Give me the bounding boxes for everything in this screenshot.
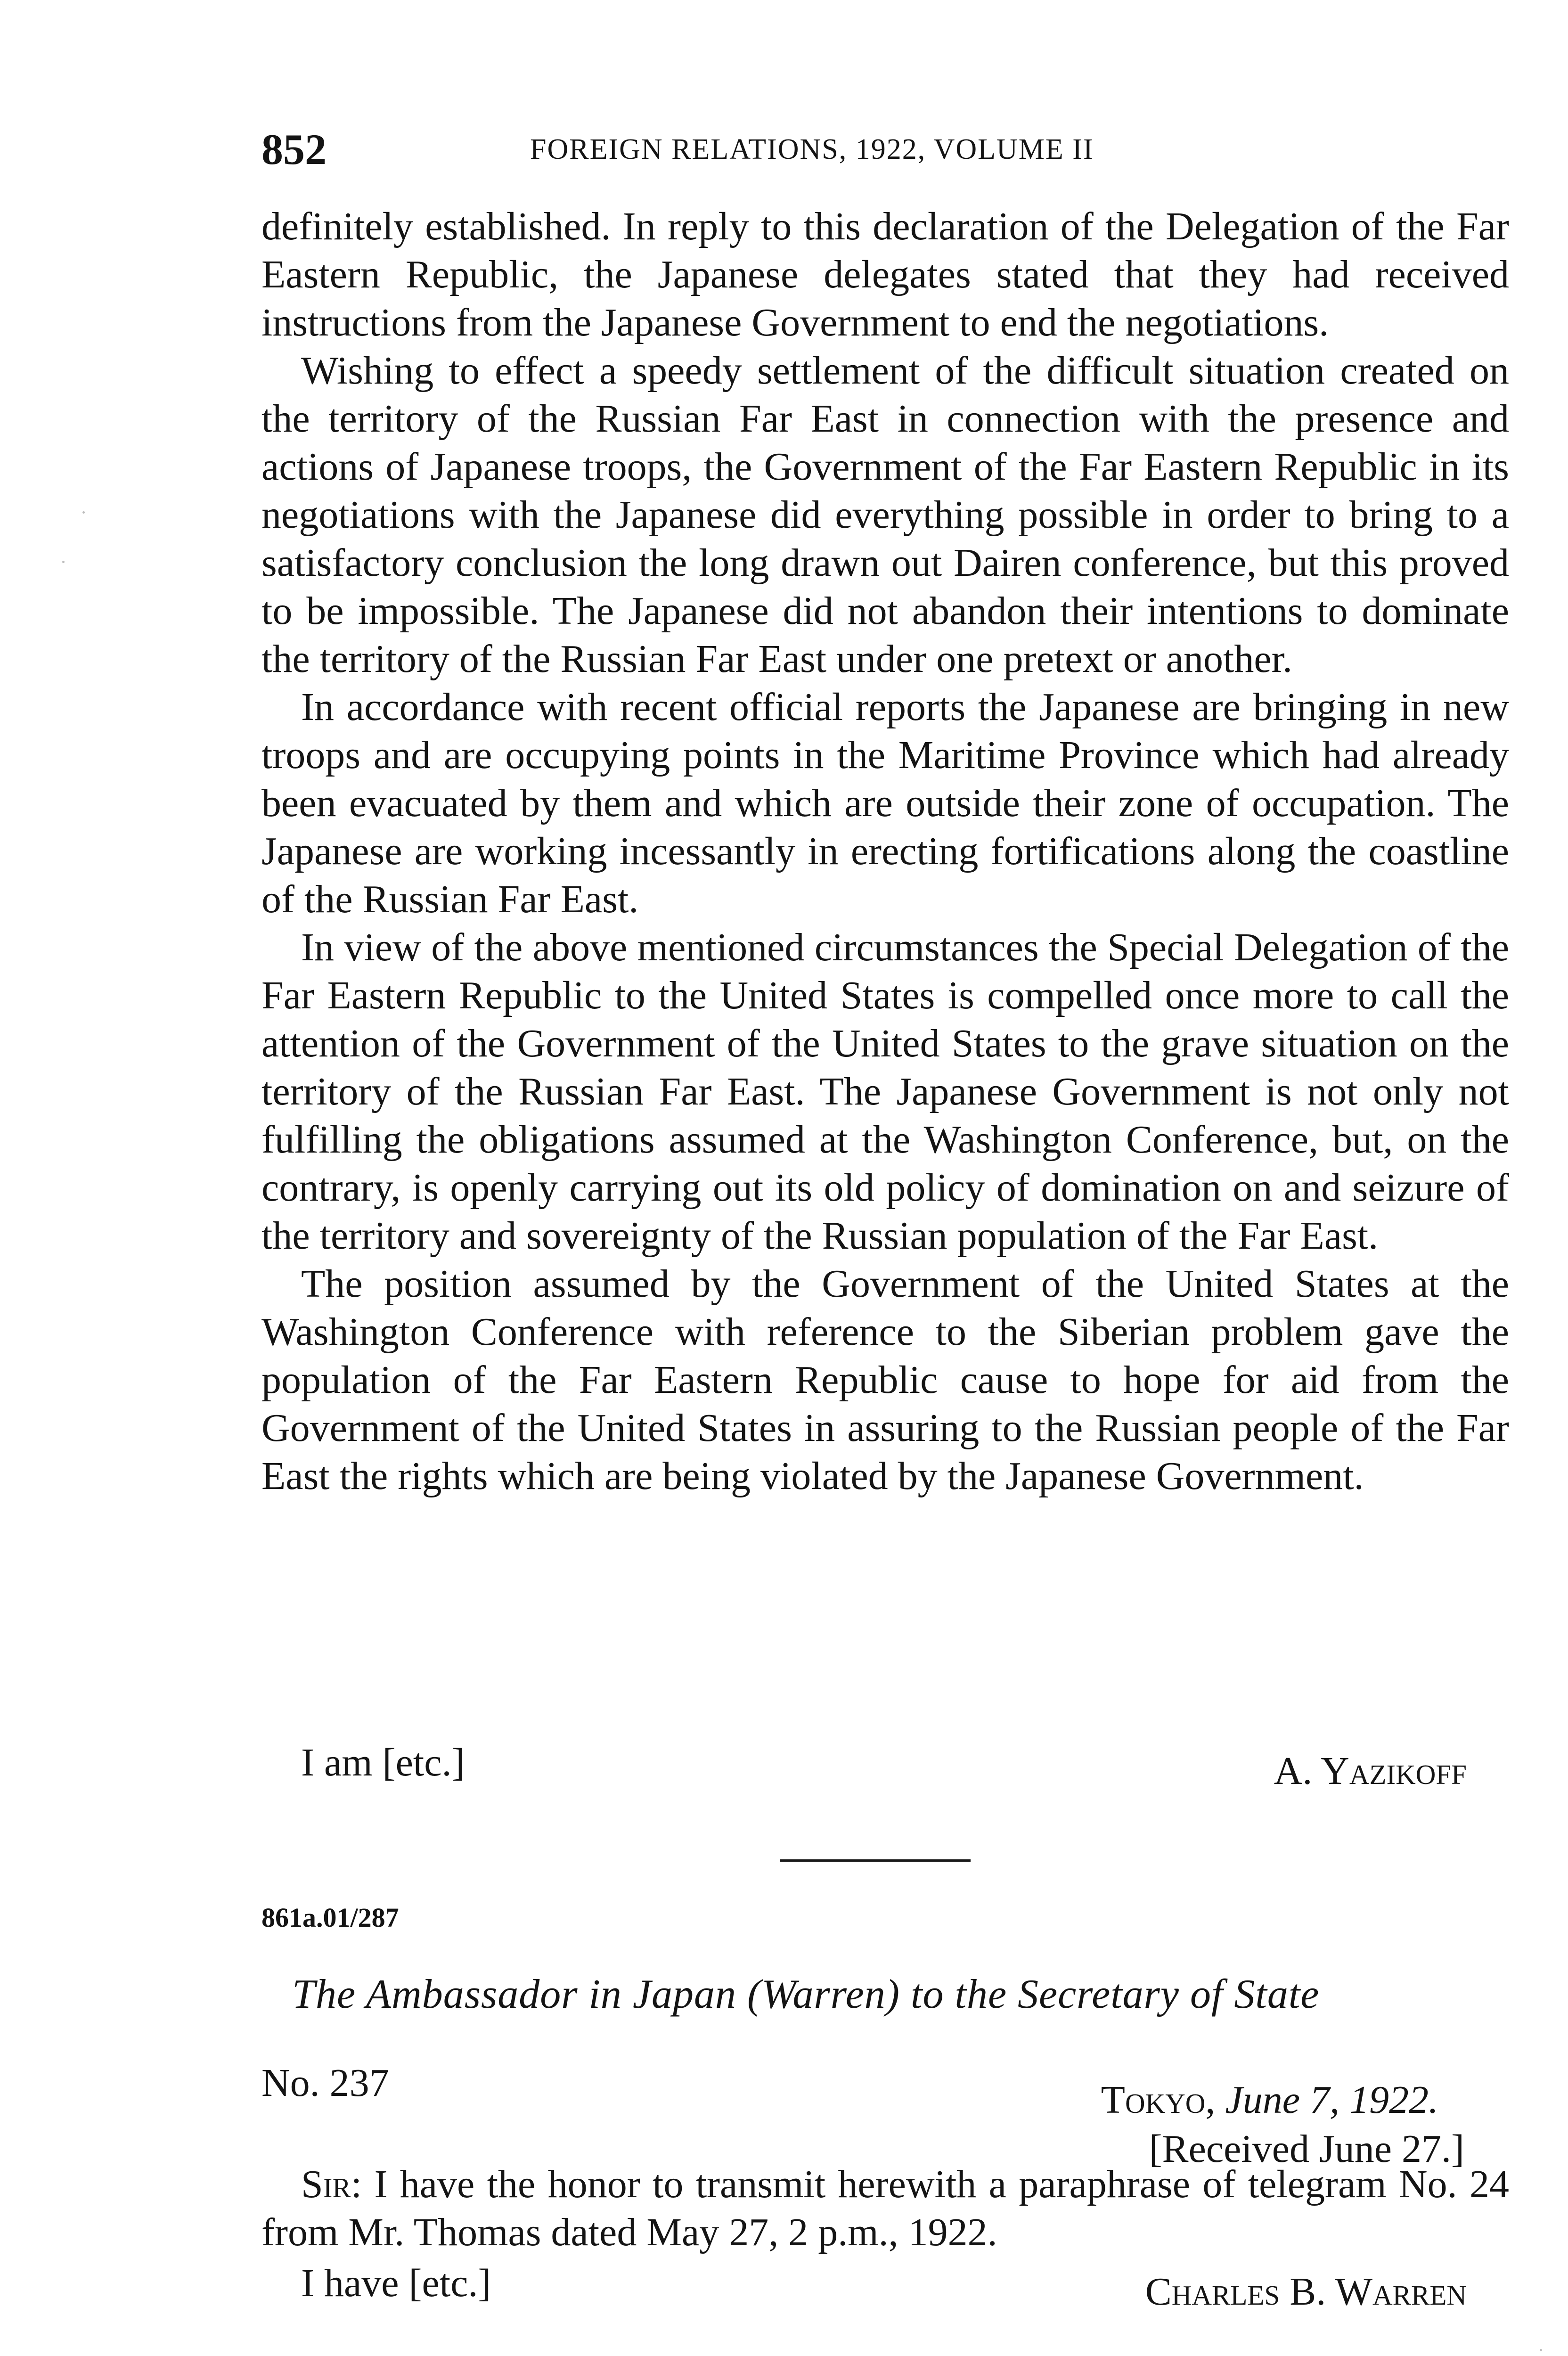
paper-speck [82, 511, 85, 514]
paragraph: The position assumed by the Government of the United States at the Washington Conference with reference to the Siberian problem gave the population of the Far Eastern Republic cause to hope for aid from the Government of the United States in assuring to the Russian people of the Far East the rights which are being violated by the Japanese Government. [261, 1262, 1509, 1498]
dateline [1101, 2076, 1438, 2124]
paper-speck [62, 561, 65, 563]
file-reference: 861a.01/287 [261, 1902, 399, 1933]
paragraph: In view of the above mentioned circumstances the Special Delegation of the Far Eastern Republic to the United States is compelled once more to call the attention of the Government of the United States to the grave situation on the territory of the Russian Far East. The Japanese Government is not only not fulfilling the obligations assumed at the Washington Conference, but, on the contrary, is openly carrying out its old policy of domination on and seizure of the territory and sovereignty of the Russian population of the Far East. [261, 925, 1509, 1258]
paragraph: In accordance with recent official reports the Japanese are bringing in new troops and are occupying points in the Maritime Province which had already been evacuated by them and which are outside their zone of occupation. The Japanese are working incessantly in erecting fortifications along the coastline of the Russian Far East. [261, 685, 1509, 921]
document-closing: I have [etc.] [301, 2261, 491, 2305]
document-meta [261, 2059, 1509, 2171]
document-paragraph [261, 2160, 1509, 2257]
paper-speck [1540, 2349, 1542, 2351]
document-body-text: I have the honor to transmit herewith a paraphrase of telegram No. 24 from Mr. Thomas dated May 27, 2 p.m., 1922. [261, 2162, 1510, 2254]
letter-closing: I am [etc.] [301, 1741, 465, 1784]
document-title: The Ambassador in Japan (Warren) to the Secretary of State [292, 1972, 1320, 2017]
letter-signer: A. Yazikoff [1274, 1749, 1467, 1793]
document-body [261, 2160, 1509, 2257]
received-note: [Received June 27.] [1149, 2127, 1464, 2171]
dateline-place: Tokyo, [1101, 2078, 1216, 2122]
page-number: 852 [261, 125, 327, 173]
section-divider [780, 1859, 971, 1862]
paragraph-continuation: definitely established. In reply to this declaration of the Delegation of the Far Eastern Republic, the Japanese delegates stated that they had received instructions from the Japanese Government to end the negotiations. [261, 205, 1509, 344]
letter-signature-row [261, 1739, 1509, 1791]
running-head: FOREIGN RELATIONS, 1922, VOLUME II [530, 133, 1094, 165]
document-number: No. 237 [261, 2061, 389, 2105]
document-signer: Charles B. Warren [1145, 2270, 1467, 2314]
dateline-date: June 7, 1922. [1225, 2078, 1438, 2122]
page-header [261, 123, 1515, 175]
document-signature-row [261, 2259, 1509, 2314]
letter-body [261, 203, 1509, 1500]
paragraph: Wishing to effect a speedy settlement of the difficult situation created on the territory of the Russian Far East in connection with the presence and actions of Japanese troops, the Government of the Far Eastern Republic in its negotiations with the Japanese did everything possible in order to bring to a satisfactory conclusion the long drawn out Dairen conference, but this proved to be impossible. The Japanese did not abandon their intentions to dominate the territory of the Russian Far East under one pretext or another. [261, 349, 1509, 681]
salutation: Sir: [301, 2162, 362, 2206]
